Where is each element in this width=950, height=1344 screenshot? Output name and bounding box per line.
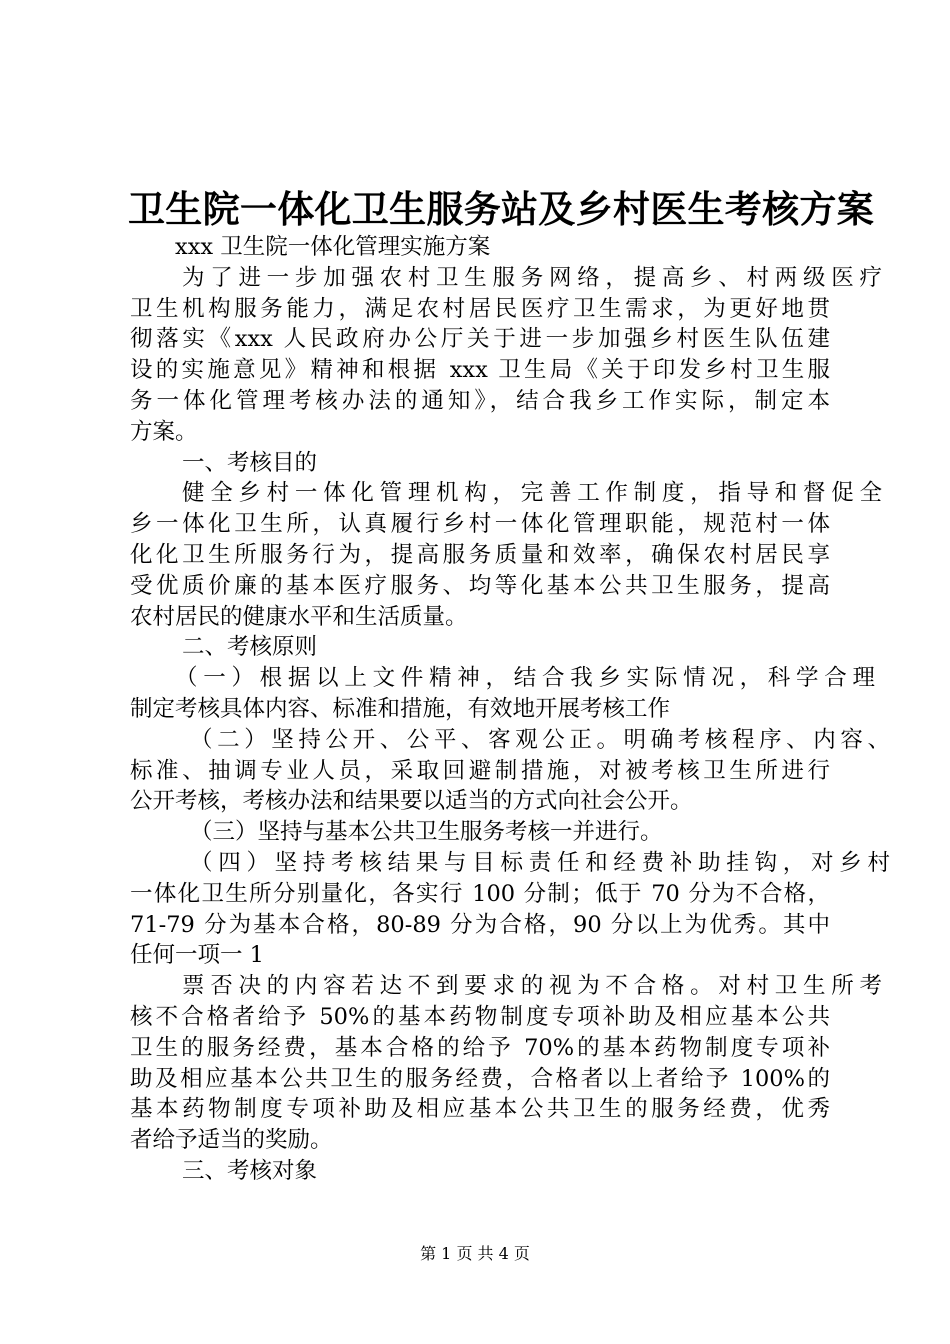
paragraph-line: 卫生的服务经费，基本合格的给予 70%的基本药物制度专项补	[130, 1034, 830, 1061]
paragraph-line: （三）坚持与基本公共卫生服务考核一并进行。	[190, 819, 663, 846]
paragraph-line: 乡一体化卫生所，认真履行乡村一体化管理职能，规范村一体	[130, 511, 830, 538]
paragraph-line: 制定考核具体内容、标准和措施，有效地开展考核工作	[130, 695, 671, 722]
paragraph-line: 公开考核，考核办法和结果要以适当的方式向社会公开。	[130, 788, 693, 815]
paragraph-line: 标准、抽调专业人员，采取回避制措施，对被考核卫生所进行	[130, 757, 830, 784]
paragraph-line: 设的实施意见》精神和根据 xxx 卫生局《关于印发乡村卫生服	[130, 357, 830, 384]
paragraph-line: （二）坚持公开、公平、客观公正。明确考核程序、内容、	[190, 726, 890, 753]
paragraph-line: 核不合格者给予 50%的基本药物制度专项补助及相应基本公共	[130, 1003, 830, 1030]
paragraph-line: 务一体化管理考核办法的通知》，结合我乡工作实际，制定本	[130, 387, 830, 414]
paragraph-line: 为了进一步加强农村卫生服务网络，提高乡、村两级医疗	[182, 264, 882, 291]
document-title: 卫生院一体化卫生服务站及乡村医生考核方案	[128, 187, 874, 231]
paragraph-line: 健全乡村一体化管理机构，完善工作制度，指导和督促全	[182, 480, 882, 507]
page-footer: 第 1 页 共 4 页	[420, 1244, 530, 1263]
paragraph-line: 一体化卫生所分别量化，各实行 100 分制；低于 70 分为不合格，	[130, 880, 830, 907]
document-body	[130, 232, 890, 1187]
section-heading: 二、考核原则	[182, 634, 318, 661]
paragraph-line: （四）坚持考核结果与目标责任和经费补助挂钩，对乡村	[190, 849, 890, 876]
section-heading: 三、考核对象	[182, 1157, 318, 1184]
paragraph-line: 受优质价廉的基本医疗服务、均等化基本公共卫生服务，提高	[130, 572, 830, 599]
paragraph-line: 农村居民的健康水平和生活质量。	[130, 603, 468, 630]
paragraph-line: 化化卫生所服务行为，提高服务质量和效率，确保农村居民享	[130, 541, 830, 568]
paragraph-line: 助及相应基本公共卫生的服务经费，合格者以上者给予 100%的	[130, 1065, 830, 1092]
paragraph-line: 基本药物制度专项补助及相应基本公共卫生的服务经费，优秀	[130, 1096, 830, 1123]
subtitle-line: xxx 卫生院一体化管理实施方案	[175, 234, 491, 260]
paragraph-line: 71-79 分为基本合格，80-89 分为合格，90 分以上为优秀。其中	[130, 911, 830, 938]
paragraph-line: （一）根据以上文件精神，结合我乡实际情况，科学合理	[175, 665, 875, 692]
section-heading: 一、考核目的	[182, 449, 318, 476]
paragraph-line: 者给予适当的奖励。	[130, 1127, 333, 1154]
paragraph-line: 彻落实《xxx 人民政府办公厅关于进一步加强乡村医生队伍建	[130, 326, 830, 353]
paragraph-line: 任何一项一 1	[130, 942, 264, 969]
paragraph-line: 方案。	[130, 418, 198, 445]
paragraph-line: 票否决的内容若达不到要求的视为不合格。对村卫生所考	[182, 973, 882, 1000]
paragraph-line: 卫生机构服务能力，满足农村居民医疗卫生需求，为更好地贯	[130, 295, 830, 322]
